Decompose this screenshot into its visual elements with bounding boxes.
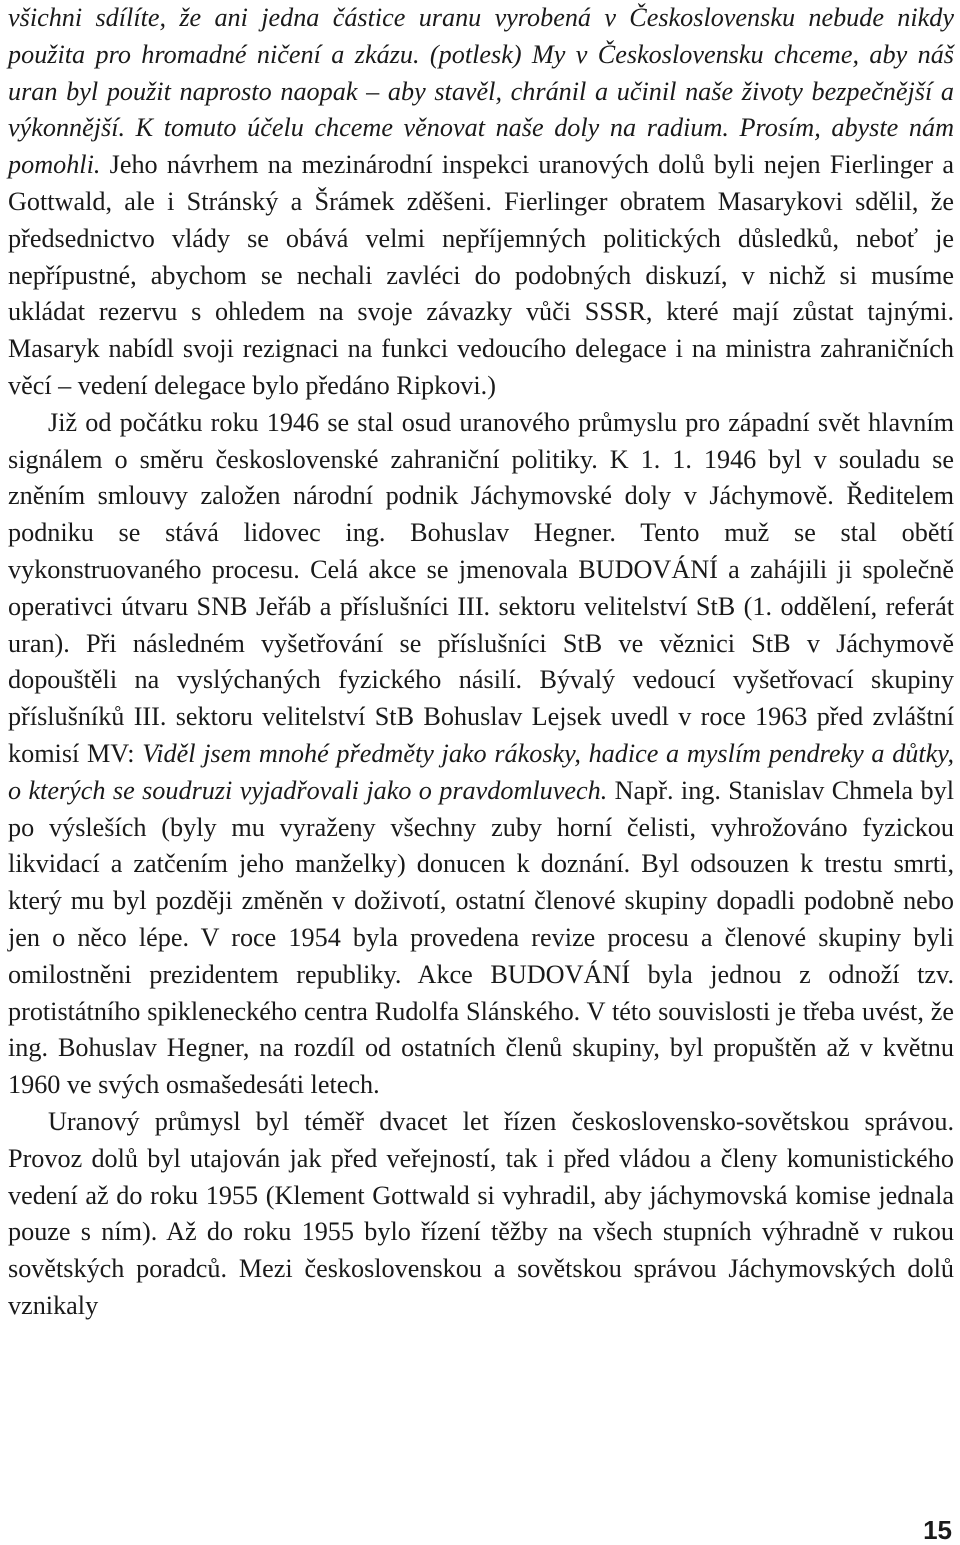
- paragraph-text: Jeho návrhem na mezinárodní inspekci uranových dolů byli nejen Fierlinger a Gottwald, ale i Stránský a Šrámek zděšeni. Fierlinger obratem Masarykovi sdělil, že předsednictvo vlády se obává velmi nepříjemných politických důsledků, neboť je nepřípustné, abychom se nechali zavléci do podobných diskuzí, v nichž si musíme ukládat rezervu s ohledem na svoje závazky vůči SSSR, které mají zůstat tajnými. Masaryk nabídl svoji rezignaci na funkci vedoucího delegace i na ministra zahraničních věcí – vedení delegace bylo předáno Ripkovi.): [8, 150, 954, 400]
- paragraph-1: [8, 0, 954, 405]
- paragraph-3: [8, 1104, 954, 1325]
- body-text: [8, 0, 954, 1325]
- paragraph-text: Uranový průmysl byl téměř dvacet let řízen československo-sovětskou správou. Provoz dolů byl utajován jak před veřejností, tak i před vládou a členy komunistického vedení až do roku 1955 (Klement Gottwald si vyhradil, aby jáchymovská komise jednala pouze s ním). Až do roku 1955 bylo řízení těžby na všech stupních výhradně v rukou sovětských poradců. Mezi československou a sovětskou správou Jáchymovských dolů vznikaly: [8, 1106, 954, 1320]
- quote-text: Viděl jsem mnohé předměty jako rákosky, hadice a myslím pendreky a důtky, o kterých se soudruzi vyjadřovali jako o pravdomluvech.: [8, 738, 955, 805]
- page-number: 15: [923, 1515, 952, 1545]
- paragraph-text: Již od počátku roku 1946 se stal osud uranového průmyslu pro západní svět hlavním signálem o směru československé zahraniční politiky. K 1. 1. 1946 byl v souladu se zněním smlouvy založen národní podnik Jáchymovské doly v Jáchymově. Ředitelem podniku se stává lidovec ing. Bohuslav Hegner. Tento muž se stal obětí vykonstruovaného procesu. Celá akce se jmenovala BUDOVÁNÍ a zahájili ji společně operativci útvaru SNB Jeřáb a příslušníci III. sektoru velitelství StB (1. oddělení, referát uran). Při následném vyšetřování se příslušníci StB ve věznici StB v Jáchymově dopouštěli na vyslýchaných fyzického násilí. Bývalý vedoucí vyšetřovací skupiny příslušníků III. sektoru velitelství StB Bohuslav Lejsek uvedl v roce 1963 před zvláštní komisí MV:: [8, 407, 954, 768]
- quote-text: všichni sdílíte, že ani jedna částice uranu vyrobená v Československu nebude nikdy použita pro hromadné ničení a zkázu. (potlesk) My v Československu chceme, aby náš uran byl použit naprosto naopak – aby stavěl, chránil a učinil naše životy bezpečnější a výkonnější. K tomuto účelu chceme věnovat naše doly na radium. Prosím, abyste nám pomohli.: [8, 3, 954, 180]
- paragraph-text: Např. ing. Stanislav Chmela byl po výsleších (byly mu vyraženy všechny zuby horní čelisti, vyhrožováno fyzickou likvidací a zatčením jeho manželky) donucen k doznání. Byl odsouzen k trestu smrti, který mu byl později změněn v doživotí, ostatní členové skupiny dopadli podobně nebo jen o něco lépe. V roce 1954 byla provedena revize procesu a členové skupiny byli omilostněni prezidentem republiky. Akce BUDOVÁNÍ byla jednou z odnoží tzv. protistátního spikleneckého centra Rudolfa Slánského. V této souvislosti je třeba uvést, že ing. Bohuslav Hegner, na rozdíl od ostatních členů skupiny, byl propuštěn až v květnu 1960 ve svých osmašedesáti letech.: [8, 775, 954, 1100]
- paragraph-2: [8, 405, 954, 1104]
